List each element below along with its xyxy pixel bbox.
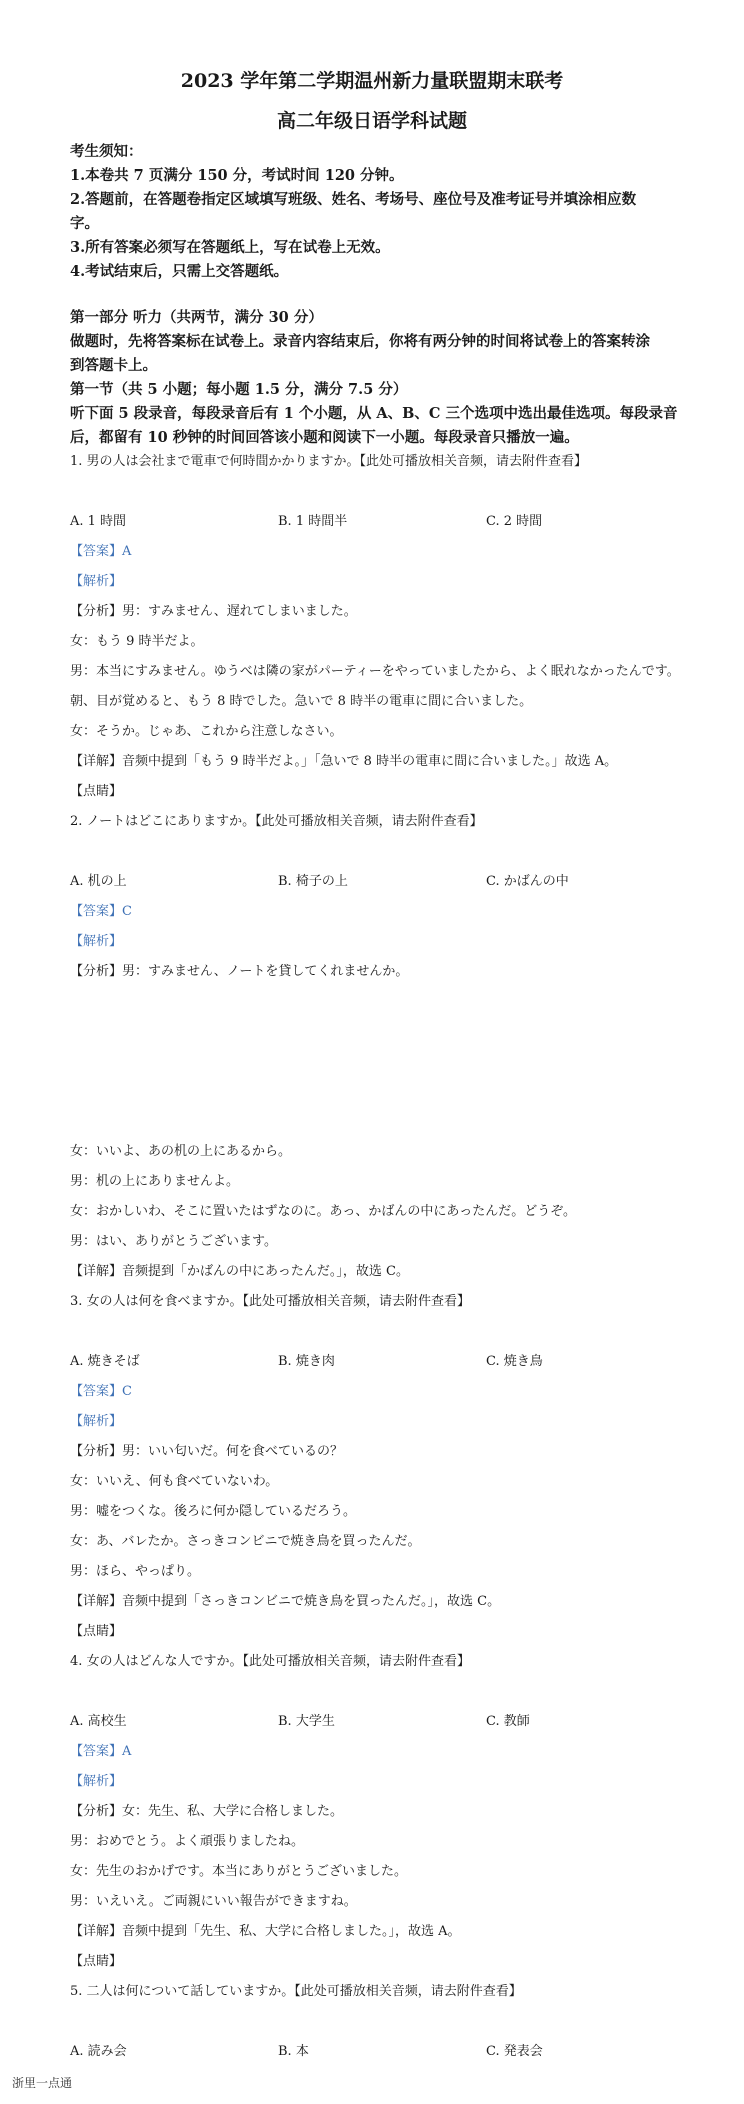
q2-line: 女：いいよ、あの机の上にあるから。: [70, 1144, 292, 1159]
q3-line: 女：いいえ、何も食べていないわ。: [70, 1474, 279, 1489]
q2-option-b: B. 椅子の上: [278, 874, 348, 889]
q5-option-b: B. 本: [278, 2044, 309, 2059]
question-3: 3. 女の人は何を食べますか。【此处可播放相关音频，请去附件查看】: [70, 1294, 471, 1309]
q2-analysis-label: 【解析】: [70, 934, 123, 949]
notice-heading: 考生须知：: [70, 143, 143, 160]
q1-line: 女：そうか。じゃあ、これから注意しなさい。: [70, 724, 343, 739]
q3-answer: 【答案】C: [70, 1384, 132, 1399]
q3-line: 【详解】音频中提到「さっきコンビニで焼き鳥を買ったんだ。」，故选 C。: [70, 1594, 501, 1609]
document-title: 2023 学年第二学期温州新力量联盟期末联考: [180, 70, 564, 92]
q1-answer: 【答案】A: [70, 544, 132, 559]
q4-line: 【分析】女：先生、私、大学に合格しました。: [70, 1804, 344, 1819]
q2-answer: 【答案】C: [70, 904, 132, 919]
q5-option-a: A. 読み会: [70, 2044, 127, 2059]
q3-option-a: A. 焼きそば: [70, 1354, 140, 1369]
q3-line: 【分析】男：いい匂いだ。何を食べているの？: [70, 1444, 344, 1459]
notice-item: 4.考试结束后，只需上交答题纸。: [70, 263, 289, 280]
question-5: 5. 二人は何について話していますか。【此处可播放相关音频，请去附件查看】: [70, 1984, 522, 1999]
q1-line: 女：もう 9 時半だよ。: [70, 634, 204, 649]
q2-line: 【分析】男：すみません、ノートを貸してくれませんか。: [70, 964, 409, 979]
q3-line: 女：あ、バレたか。さっきコンビニで焼き鳥を買ったんだ。: [70, 1534, 421, 1549]
q3-line: 男：ほら、やっぱり。: [70, 1564, 201, 1579]
q1-line: 【分析】男：すみません、遅れてしまいました。: [70, 604, 357, 619]
q2-line: 男：机の上にありませんよ。: [70, 1174, 240, 1189]
q1-line: 【点睛】: [70, 784, 123, 799]
q2-line: 【详解】音频提到「かばんの中にあったんだ。」，故选 C。: [70, 1264, 409, 1279]
q2-option-a: A. 机の上: [70, 874, 127, 889]
q4-analysis-label: 【解析】: [70, 1774, 123, 1789]
part1-instruction: 到答题卡上。: [70, 357, 157, 374]
q4-line: 男：おめでとう。よく頑張りましたね。: [70, 1834, 305, 1849]
part1-heading: 第一部分 听力（共两节，满分 30 分）: [70, 309, 323, 326]
q1-option-a: A. 1 時間: [70, 514, 127, 529]
q3-option-b: B. 焼き肉: [278, 1354, 335, 1369]
q2-line: 男：はい、ありがとうございます。: [70, 1234, 277, 1249]
q1-option-c: C. 2 時間: [486, 514, 543, 529]
section1-instruction: 听下面 5 段录音，每段录音后有 1 个小题，从 A、B、C 三个选项中选出最佳选项。每段录音: [70, 405, 678, 422]
document-subtitle: 高二年级日语学科试题: [276, 110, 467, 132]
q1-line: 男：本当にすみません。ゆうべは隣の家がパーティーをやっていましたから、よく眠れなかったんです。: [70, 664, 680, 679]
question-1: 1. 男の人は会社まで電車で何時間かかりますか。【此处可播放相关音频，请去附件查看】: [70, 454, 588, 469]
q3-line: 男：嘘をつくな。後ろに何か隠しているだろう。: [70, 1504, 357, 1519]
q2-option-c: C. かばんの中: [486, 874, 569, 889]
part1-instruction: 做题时，先将答案标在试卷上。录音内容结束后，你将有两分钟的时间将试卷上的答案转涂: [70, 333, 650, 350]
q4-option-a: A. 高校生: [70, 1714, 127, 1729]
q1-analysis-label: 【解析】: [70, 574, 123, 589]
q4-line: 男：いえいえ。ご両親にいい報告ができますね。: [70, 1894, 357, 1909]
section1-heading: 第一节（共 5 小题；每小题 1.5 分，满分 7.5 分）: [70, 381, 408, 398]
q1-line: 【详解】音频中提到「もう 9 時半だよ。」「急いで 8 時半の電車に間に合いました。」故选 A。: [70, 754, 618, 769]
q3-line: 【点睛】: [70, 1624, 123, 1639]
notice-item: 3.所有答案必须写在答题纸上，写在试卷上无效。: [70, 239, 390, 256]
q4-line: 【详解】音频中提到「先生、私、大学に合格しました。」，故选 A。: [70, 1924, 461, 1939]
q1-option-b: B. 1 時間半: [278, 514, 348, 529]
q4-option-b: B. 大学生: [278, 1714, 335, 1729]
q4-line: 女：先生のおかげです。本当にありがとうございました。: [70, 1864, 407, 1879]
footer-brand: 浙里一点通: [12, 2076, 73, 2090]
q3-option-c: C. 焼き鳥: [486, 1354, 543, 1369]
notice-item: 字。: [70, 215, 99, 232]
q4-option-c: C. 教師: [486, 1714, 530, 1729]
q5-option-c: C. 発表会: [486, 2044, 543, 2059]
question-2: 2. ノートはどこにありますか。【此处可播放相关音频，请去附件查看】: [70, 814, 483, 829]
q4-line: 【点睛】: [70, 1954, 123, 1969]
q2-line: 女：おかしいわ、そこに置いたはずなのに。あっ、かばんの中にあったんだ。どうぞ。: [70, 1204, 576, 1219]
notice-item: 2.答题前，在答题卷指定区域填写班级、姓名、考场号、座位号及准考证号并填涂相应数: [70, 191, 637, 208]
question-4: 4. 女の人はどんな人ですか。【此处可播放相关音频，请去附件查看】: [70, 1654, 471, 1669]
notice-item: 1.本卷共 7 页满分 150 分，考试时间 120 分钟。: [70, 167, 404, 184]
q3-analysis-label: 【解析】: [70, 1414, 123, 1429]
section1-instruction: 后，都留有 10 秒钟的时间回答该小题和阅读下一小题。每段录音只播放一遍。: [70, 429, 579, 446]
q1-line: 朝、目が覚めると、もう 8 時でした。急いで 8 時半の電車に間に合いました。: [70, 694, 533, 709]
q4-answer: 【答案】A: [70, 1744, 132, 1759]
